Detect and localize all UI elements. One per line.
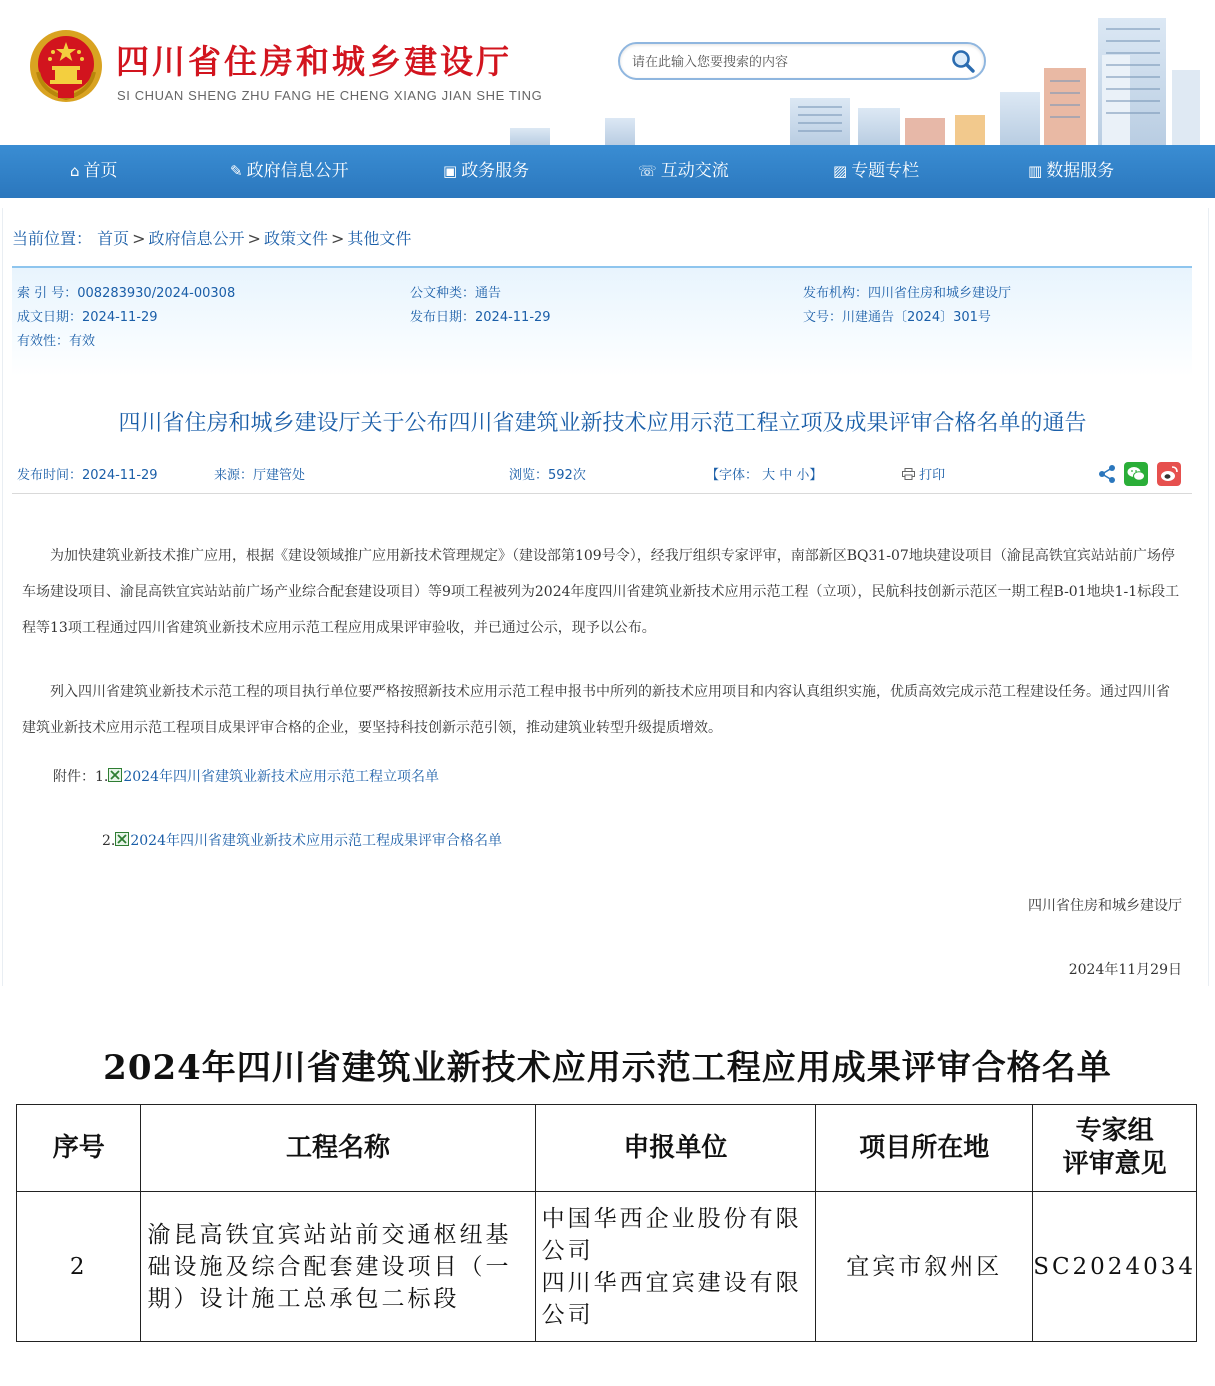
header-location: 项目所在地 — [816, 1105, 1033, 1192]
view-count: 浏览：592次 — [509, 468, 586, 483]
table-header-row — [17, 1105, 1197, 1192]
attachment-prefix: 附件： — [53, 769, 95, 785]
meta-validity: 有效性：有效 — [17, 334, 96, 349]
breadcrumb-prefix: 当前位置： — [12, 229, 93, 248]
signature-org: 四川省住房和城乡建设厅 — [1028, 898, 1182, 914]
site-title: 四川省住房和城乡建设厅 — [116, 42, 512, 81]
breadcrumb-gov-info[interactable]: 政府信息公开 — [148, 229, 245, 248]
excel-file-icon — [108, 768, 122, 782]
chat-icon: ☏ — [638, 162, 657, 180]
article-paragraph: 列入四川省建筑业新技术示范工程的项目执行单位要严格按照新技术应用示范工程申报书中所列的新技术应用项目和内容认真组织实施，优质高效完成示范工程建设任务。通过四川省建筑业新技术应用示范工程项目成果评审合格的企业，要坚持科技创新示范引领，推动建筑业转型升级提质增效。 — [22, 684, 1170, 736]
document-meta-panel — [12, 266, 1192, 376]
attachment-number: 1. — [95, 769, 109, 785]
cell-location: 宜宾市叙州区 — [816, 1192, 1033, 1342]
table-row — [17, 1192, 1197, 1342]
font-size-switcher[interactable]: 【字体： 大 中 小】 — [706, 468, 823, 483]
search-input[interactable] — [632, 53, 932, 71]
breadcrumb-separator: > — [247, 229, 261, 248]
attachment-1-link[interactable]: 2024年四川省建筑业新技术应用示范工程立项名单 — [123, 769, 439, 785]
qualified-list-table — [16, 1104, 1197, 1342]
data-icon: ▥ — [1028, 162, 1043, 180]
article-body — [22, 538, 1182, 774]
site-subtitle: SI CHUAN SHENG ZHU FANG HE CHENG XIANG JIAN SHE TING — [117, 88, 543, 103]
article-source: 来源：厅建管处 — [214, 468, 306, 483]
national-emblem-icon — [28, 28, 104, 104]
breadcrumb — [12, 226, 411, 249]
main-nav — [0, 145, 1215, 198]
header-applicant-unit: 申报单位 — [535, 1105, 816, 1192]
breadcrumb-policy-docs[interactable]: 政策文件 — [263, 229, 328, 248]
meta-doc-no: 文号：川建通告〔2024〕301号 — [803, 310, 991, 325]
header-expert-opinion: 专家组 评审意见 — [1033, 1105, 1197, 1192]
print-label: 打印 — [919, 468, 946, 483]
nav-item-home[interactable]: ⌂ 首页 — [70, 145, 118, 198]
list-table-title: 2024年四川省建筑业新技术应用示范工程应用成果评审合格名单 — [103, 1048, 1112, 1088]
edit-icon: ✎ — [230, 162, 243, 180]
home-icon: ⌂ — [70, 162, 80, 180]
nav-item-gov-service[interactable]: ▣ 政务服务 — [443, 145, 529, 198]
nav-item-data-service[interactable]: ▥ 数据服务 — [1028, 145, 1114, 198]
meta-written-date: 成文日期：2024-11-29 — [17, 310, 158, 325]
weibo-share-icon[interactable] — [1157, 462, 1181, 486]
applicant-unit-2: 四川华西宜宾建设有限公司 — [541, 1269, 802, 1328]
article-title: 四川省住房和城乡建设厅关于公布四川省建筑业新技术应用示范工程立项及成果评审合格名单的通告 — [118, 411, 1087, 436]
print-button[interactable] — [902, 464, 945, 483]
share-icon[interactable] — [1095, 462, 1119, 486]
excel-file-icon — [115, 832, 129, 846]
cell-applicant-unit — [535, 1192, 816, 1342]
article-info-bar — [12, 456, 1192, 494]
cell-no: 2 — [17, 1192, 141, 1342]
search-box — [618, 42, 986, 80]
nav-item-interaction[interactable]: ☏ 互动交流 — [638, 145, 729, 198]
meta-publisher: 发布机构：四川省住房和城乡建设厅 — [803, 286, 1012, 301]
signature-date: 2024年11月29日 — [1068, 962, 1182, 978]
content-area — [0, 198, 1215, 1386]
cell-project-name: 渝昆高铁宜宾站站前交通枢纽基础设施及综合配套建设项目（一期）设计施工总承包二标段 — [141, 1192, 535, 1342]
header-no: 序号 — [17, 1105, 141, 1192]
nav-item-gov-info[interactable]: ✎ 政府信息公开 — [230, 145, 349, 198]
applicant-unit-1: 中国华西企业股份有限公司 — [541, 1205, 802, 1264]
attachment-2 — [102, 830, 502, 850]
article-paragraph: 为加快建筑业新技术推广应用，根据《建设领域推广应用新技术管理规定》（建设部第109号令），经我厅组织专家评审，南部新区BQ31-07地块建设项目（渝昆高铁宜宾站站前广场停车场建设项目、渝昆高铁宜宾站站前广场产业综合配套建设项目）等9项工程被列为2024年度四川省建筑业新技术应用示范工程（立项），民航科技创新示范区一期工程B-01地块1-1标段工程等13项工程通过四川省建筑业新技术应用示范工程应用成果评审验收，并已通过公示，现予以公布。 — [22, 548, 1180, 636]
meta-index-no: 索 引 号：008283930/2024-00308 — [17, 286, 236, 301]
breadcrumb-separator: > — [330, 229, 345, 248]
print-icon — [902, 468, 915, 480]
cell-expert-opinion: SC2024034 — [1033, 1192, 1197, 1342]
publish-time: 发布时间：2024-11-29 — [17, 468, 158, 483]
wechat-share-icon[interactable] — [1124, 462, 1148, 486]
breadcrumb-home[interactable]: 首页 — [97, 229, 130, 248]
meta-publish-date: 发布日期：2024-11-29 — [410, 310, 551, 325]
breadcrumb-separator: > — [132, 229, 146, 248]
attachment-1 — [53, 766, 439, 786]
id-card-icon: ▣ — [443, 162, 458, 180]
image-icon: ▨ — [833, 162, 848, 180]
attachment-number: 2. — [102, 833, 116, 849]
nav-item-topics[interactable]: ▨ 专题专栏 — [833, 145, 919, 198]
header-project-name: 工程名称 — [141, 1105, 535, 1192]
attachment-2-link[interactable]: 2024年四川省建筑业新技术应用示范工程成果评审合格名单 — [130, 833, 502, 849]
site-header — [0, 0, 1215, 145]
search-icon[interactable] — [948, 46, 978, 76]
meta-doc-type: 公文种类：通告 — [410, 286, 502, 301]
breadcrumb-other-docs[interactable]: 其他文件 — [347, 229, 412, 248]
